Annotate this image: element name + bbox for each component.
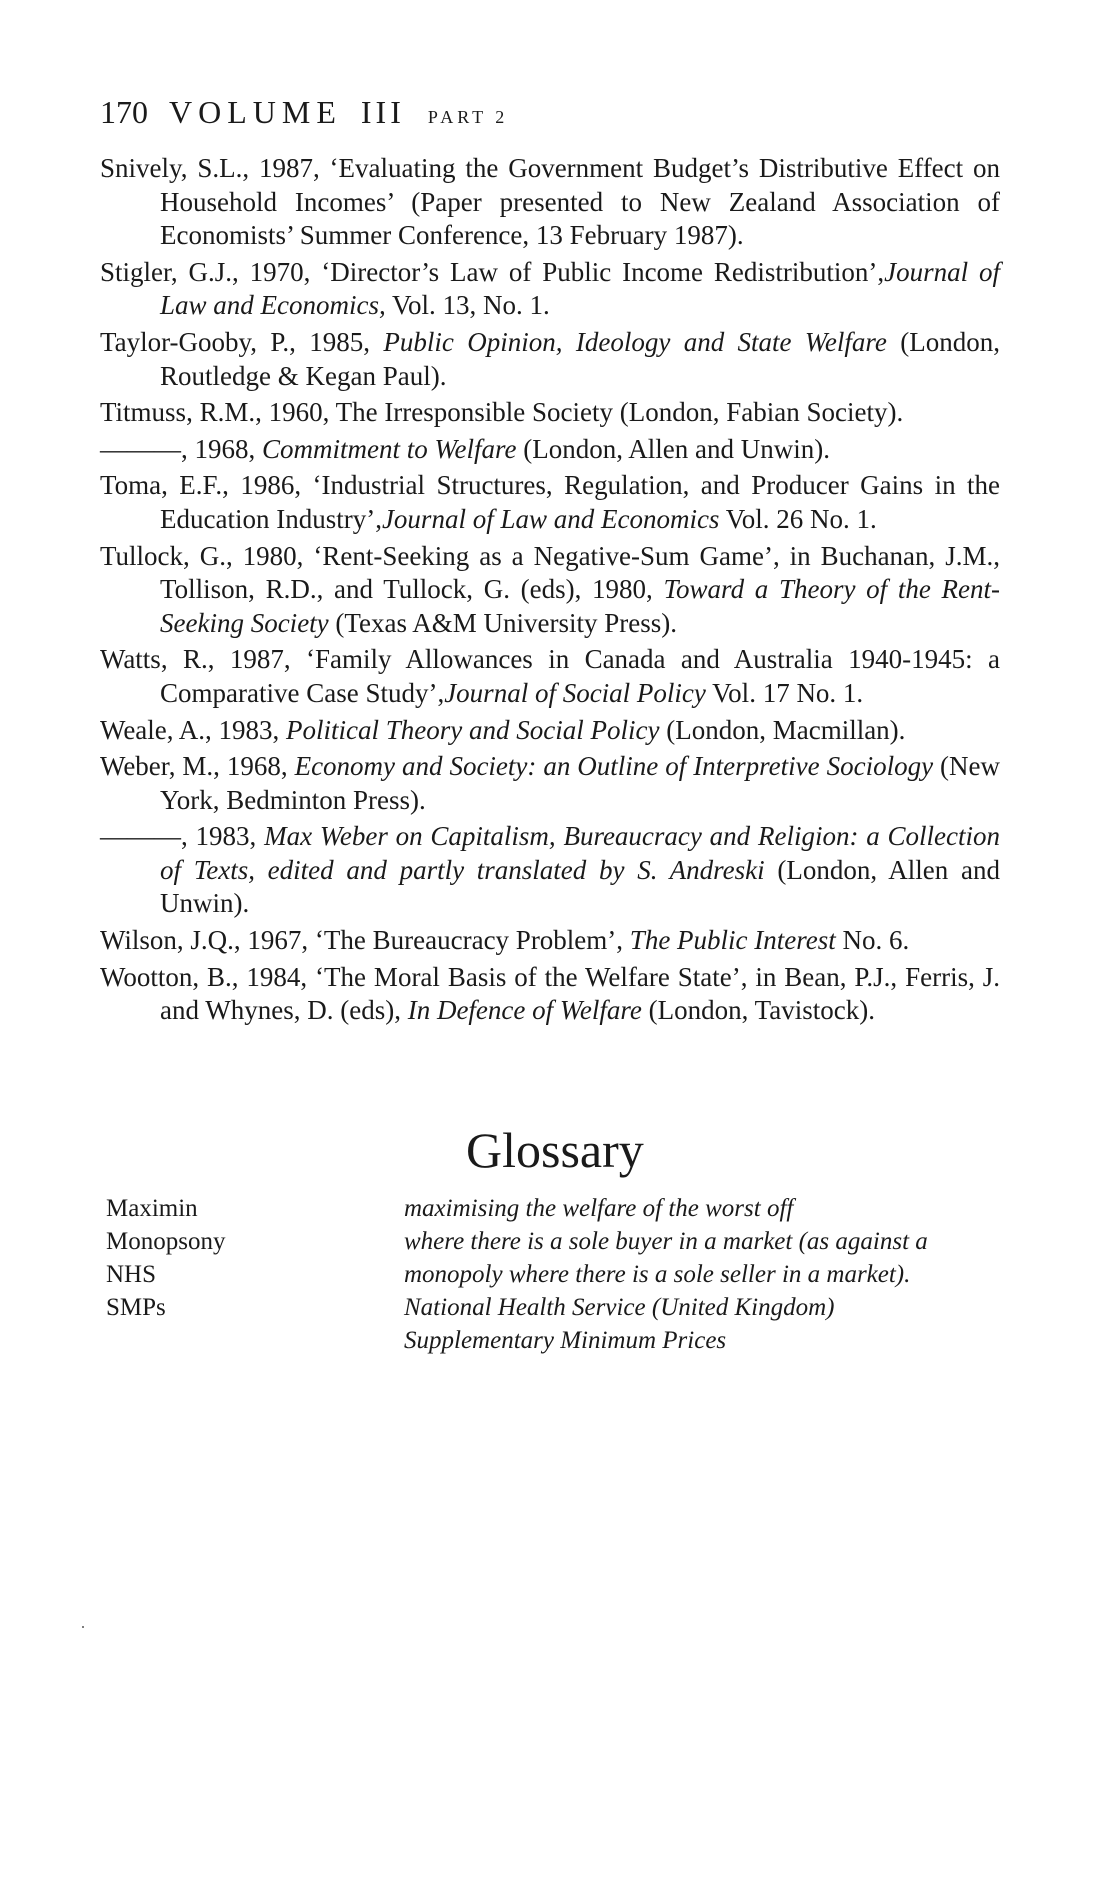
reference-text: ———, 1983, (100, 821, 265, 852)
reference-title: Public Opinion, Ideology and State Welfare (383, 326, 887, 357)
reference-entry (100, 961, 1000, 1028)
reference-title: Economy and Society: an Outline of Interpretive Sociology (294, 751, 934, 782)
reference-text: Snively, S.L., 1987, ‘Evaluating the Government Budget’s Distributive Effect on Household Incomes’ (Paper presented to New Zealand Association of Economists’ Summer Conference, 13 February 1987). (100, 153, 1000, 251)
reference-title: Journal of Law and Economics (381, 503, 720, 534)
reference-entry (100, 396, 1000, 430)
reference-text: Vol. 17 No. 1. (705, 677, 864, 708)
glossary-definition-line: where there is a sole buyer in a market (as against a (404, 1228, 928, 1255)
glossary-definition-line: maximising the welfare of the worst off (404, 1195, 794, 1222)
glossary-heading: Glossary (466, 1122, 644, 1178)
reference-text: (London, Macmillan). (659, 714, 906, 745)
reference-text: No. 6. (835, 925, 910, 956)
reference-text: (London, Routledge & Kegan Paul). (160, 326, 1001, 391)
reference-text: Watts, R., 1987, ‘Family Allowances in Canada and Australia 1940-1945: a Comparative Case Study’, (100, 644, 1000, 708)
running-head (100, 92, 508, 137)
reference-entry (100, 750, 1000, 817)
reference-entry (100, 326, 1000, 393)
reference-text: Vol. 26 No. 1. (719, 503, 877, 534)
reference-entry (100, 820, 1000, 921)
reference-entry (100, 643, 1000, 710)
reference-entry (100, 540, 1000, 641)
volume-label: VOLUME (169, 94, 342, 130)
reference-entry (100, 256, 1000, 323)
reference-text: (New York, Bedminton Press). (160, 751, 1000, 815)
reference-title: Journal of Law and Economics, (160, 256, 1000, 321)
glossary-definition-line: National Health Service (United Kingdom) (404, 1294, 835, 1321)
part-label: PART 2 (427, 107, 509, 127)
reference-text: Wootton, B., 1984, ‘The Moral Basis of the Welfare State’, in Bean, P.J., Ferris, J. and Whynes, D. (eds), (100, 961, 1000, 1026)
reference-text: (London, Allen and Unwin). (516, 433, 830, 464)
reference-text: Stigler, G.J., 1970, ‘Director’s Law of Public Income Redistribution’, (100, 256, 885, 287)
glossary-definitions-column (404, 1192, 1004, 1357)
reference-text: Weale, A., 1983, (100, 714, 287, 745)
glossary-definition-line: Supplementary Minimum Prices (404, 1327, 727, 1354)
reference-text: Tullock, G., 1980, ‘Rent-Seeking as a Negative-Sum Game’, in Buchanan, J.M., Tollison, R.D., and Tullock, G. (eds), 1980, (100, 540, 1000, 605)
reference-entry (100, 433, 1000, 467)
reference-text: (London, Allen and Unwin). (160, 854, 1000, 919)
glossary-terms-column (106, 1192, 366, 1324)
reference-list (100, 152, 1000, 1031)
reference-text: Taylor-Gooby, P., 1985, (100, 326, 384, 357)
reference-text: Weber, M., 1968, (100, 751, 295, 782)
volume-number: III (360, 94, 405, 130)
reference-title: Toward a Theory of the Rent-Seeking Society (160, 574, 1001, 638)
reference-text: (London, Tavistock). (641, 995, 875, 1026)
glossary-term: Maximin (106, 1195, 198, 1222)
reference-entry (100, 469, 1000, 536)
reference-title: Max Weber on Capitalism, Bureaucracy and Religion: a Collection of Texts, edited and partly translated by S. Andreski (160, 821, 1000, 885)
reference-text: Titmuss, R.M., 1960, The Irresponsible Society (London, Fabian Society). (100, 397, 904, 428)
glossary-term: SMPs (106, 1294, 166, 1321)
reference-text: (Texas A&M University Press). (328, 607, 677, 638)
reference-title: The Public Interest (629, 925, 836, 956)
reference-title: In Defence of Welfare (407, 995, 642, 1026)
reference-text: Vol. 13, No. 1. (385, 290, 550, 321)
reference-text: ———, 1968, (100, 433, 262, 464)
glossary-term: Monopsony (106, 1228, 226, 1255)
scan-speck (82, 1626, 84, 1628)
glossary-term: NHS (106, 1261, 157, 1288)
glossary-definition-line: monopoly where there is a sole seller in a market). (404, 1261, 911, 1288)
reference-title: Commitment to Welfare (262, 433, 517, 464)
reference-title: Political Theory and Social Policy (286, 714, 660, 745)
reference-entry (100, 924, 1000, 958)
reference-entry (100, 152, 1000, 253)
reference-text: Toma, E.F., 1986, ‘Industrial Structures, Regulation, and Producer Gains in the Education Industry’, (100, 470, 1000, 534)
reference-entry (100, 714, 1000, 748)
page-number: 170 (100, 94, 148, 130)
reference-text: Wilson, J.Q., 1967, ‘The Bureaucracy Problem’, (100, 925, 630, 956)
reference-title: Journal of Social Policy (444, 677, 706, 708)
